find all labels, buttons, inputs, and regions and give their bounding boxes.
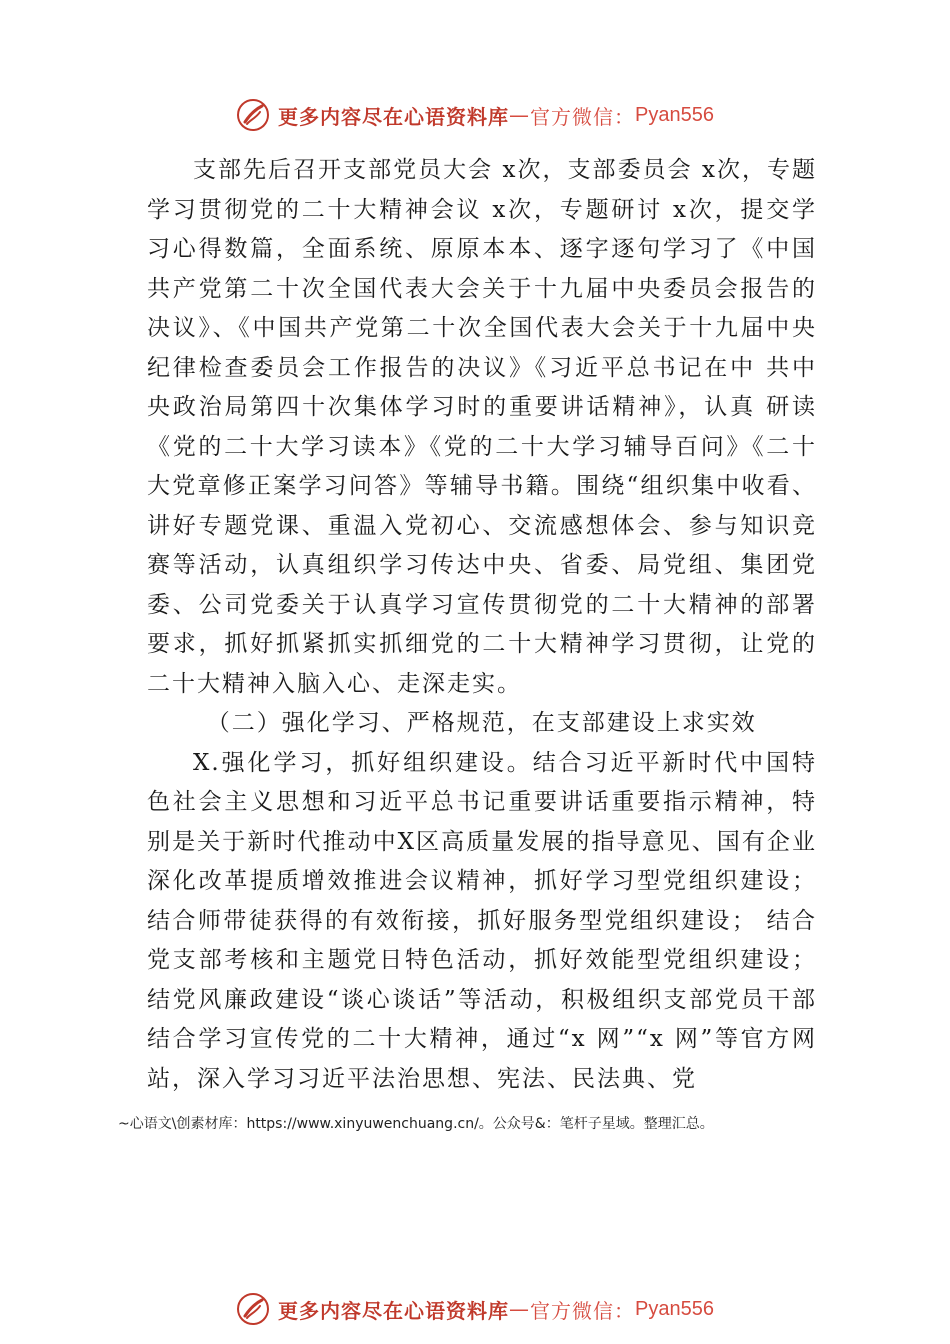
banner-title: 更多内容尽在心语资料库 xyxy=(278,104,510,129)
banner-title: 更多内容尽在心语资料库 xyxy=(278,1298,510,1323)
banner-wechat-label: 官方微信： xyxy=(530,1298,636,1323)
paragraph-2: X.强化学习，抓好组织建设。结合习近平新时代中国特色社会主义思想和习近平总书记重要讲话重要指示精神，特别是关于新时代推动中X区高质量发展的指导意见、国有企业深化改革提质增效推进会议精神，抓好学习型党组织建设；结合师带徒获得的有效衔接，抓好服务型党组织建设； 结合党支部考核和主题党日特色活动，抓好效能型党组织建设；结党风廉政建设“谈心谈话”等活动，积极组织支部党员干部结合学习宣传党的二十大精神，通过“x 网”“x 网”等官方网站，深入学习习近平法治思想、宪法、民法典、党 xyxy=(147,749,817,1092)
brush-logo-icon xyxy=(236,98,270,132)
section-heading: （二）强化学习、严格规范，在支部建设上求实效 xyxy=(206,710,757,736)
banner-dash: — xyxy=(509,1297,531,1321)
top-banner xyxy=(0,95,950,135)
paragraph-1: 支部先后召开支部党员大会 x次，支部委员会 x次，专题学习贯彻党的二十大精神会议 x次，专题研讨 x次，提交学习心得数篇，全面系统、原原本本、逐字逐句学习了《中国共产党第二十次全国代表大会关于十九届中央委员会报告的决议》、《中国共产党第二十次全国代表大会关于十九届中央纪律检查委员会工作报告的决议》《习近平总书记在中 共中央政治局第四十次集体学习时的重要讲话精神》，认真 研读《党的二十大学习读本》《党的二十大学习辅导百问》《二十大党章修正案学习问答》等辅导书籍。围绕“组织集中收看、讲好专题党课、重温入党初心、交流感想体会、参与知识竞赛等活动，认真组织学习传达中央、省委、局党组、集团党委、公司党委关于认真学习宣传贯彻党的二十大精神的部署要求，抓好抓紧抓实抓细党的二十大精神学习贯彻，让党的二十大精神入脑入心、走深走实。 xyxy=(147,157,817,697)
banner-wechat-label: 官方微信： xyxy=(530,104,636,129)
source-footnote: ~心语文\创素材库：https://www.xinyuwenchuang.cn/。公众号&：笔杆子星域。整理汇总。 xyxy=(118,1116,714,1132)
brush-logo-icon xyxy=(236,1292,270,1326)
banner-wechat-id: Pyan556 xyxy=(635,103,714,126)
document-body xyxy=(147,151,817,1099)
bottom-banner xyxy=(0,1289,950,1329)
banner-wechat-id: Pyan556 xyxy=(635,1297,714,1320)
banner-dash: — xyxy=(509,103,531,127)
